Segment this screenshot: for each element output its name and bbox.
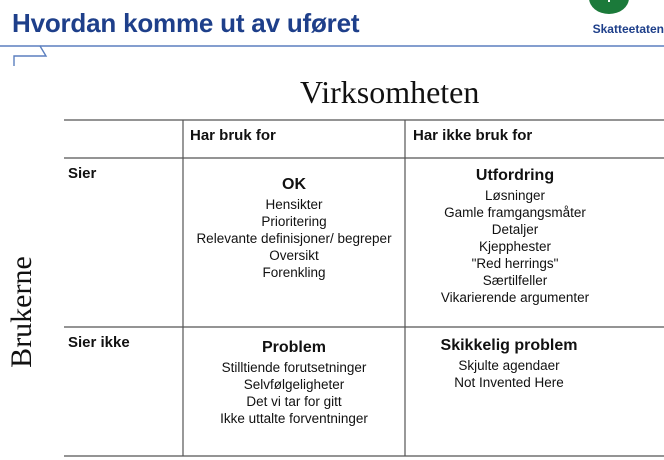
list-item: Not Invented Here (454, 375, 564, 390)
list-item: Oversikt (269, 248, 319, 263)
list-item: Særtilfeller (482, 273, 548, 288)
list-item: Stilltiende forutsetninger (221, 360, 367, 375)
slide-title: Hvordan komme ut av uføret (12, 8, 360, 38)
cell-title: Problem (261, 339, 326, 356)
list-item: "Red herrings" (471, 256, 559, 271)
cell-ok (184, 175, 404, 281)
brand-name: Skatteetaten (592, 22, 664, 36)
list-item: Skjulte agendaer (458, 358, 560, 373)
list-item: Forenkling (262, 265, 326, 280)
col-header-har-ikke-bruk-for: Har ikke bruk for (413, 127, 533, 144)
cell-title: Skikkelig problem (440, 337, 578, 354)
list-item: Relevante definisjoner/ begreper (196, 231, 392, 246)
row-header-sier-ikke: Sier ikke (68, 334, 130, 351)
list-item: Kjepphester (478, 239, 552, 254)
cell-title: OK (282, 176, 306, 193)
list-item: Gamle framgangsmåter (444, 205, 586, 220)
cell-title: Utfordring (475, 167, 555, 184)
side-label-text: Brukerne (5, 256, 38, 368)
list-item: Ikke uttalte forventninger (220, 411, 368, 426)
col-header-har-bruk-for: Har bruk for (190, 127, 276, 144)
matrix-title: Virksomheten (300, 74, 480, 110)
cell-problem (184, 338, 404, 427)
list-item: Løsninger (484, 188, 546, 203)
cell-utfordring (406, 166, 624, 306)
row-header-sier: Sier (68, 165, 97, 182)
list-item: Hensikter (265, 197, 323, 212)
list-item: Det vi tar for gitt (246, 394, 342, 409)
cell-skikkelig-problem (406, 336, 612, 391)
list-item: Selvfølgeligheter (243, 377, 345, 392)
list-item: Vikarierende argumenter (440, 290, 590, 305)
list-item: Detaljer (491, 222, 539, 237)
list-item: Prioritering (261, 214, 327, 229)
